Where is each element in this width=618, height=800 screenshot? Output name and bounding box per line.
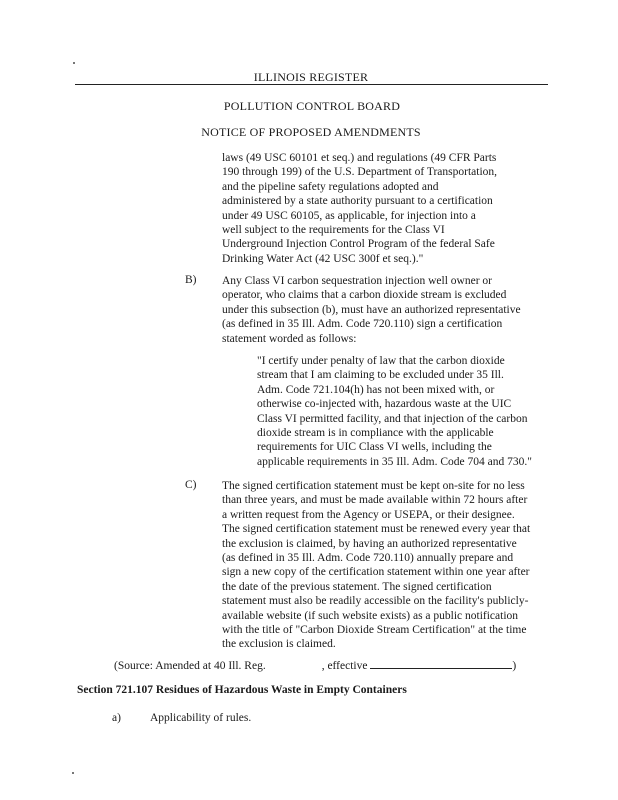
text-line: available website (if such website exists) as a public notification <box>222 609 519 622</box>
text-line: 190 through 199) of the U.S. Department of Transportation, <box>222 166 498 179</box>
text-line: Underground Injection Control Program of the federal Safe <box>222 238 495 251</box>
item-c-paragraph <box>222 479 530 652</box>
board-title: POLLUTION CONTROL BOARD <box>223 99 401 113</box>
register-title: ILLINOIS REGISTER <box>253 70 369 84</box>
text-line: Any Class VI carbon sequestration injection well owner or <box>222 275 492 287</box>
text-line: operator, who claims that a carbon dioxide stream is excluded <box>222 289 507 302</box>
item-b-paragraph <box>222 274 521 346</box>
item-a-marker: a) <box>112 712 121 724</box>
source-note <box>114 657 516 672</box>
text-line: "I certify under penalty of law that the carbon dioxide <box>257 355 505 367</box>
text-line: Adm. Code 721.104(h) has not been mixed with, or <box>257 383 495 396</box>
text-line: administered by a state authority pursuant to a certification <box>222 195 493 208</box>
text-line: stream that I am claiming to be excluded under 35 Ill. <box>257 369 504 382</box>
text-line: well subject to the requirements for the Class VI <box>222 224 445 237</box>
certification-quote <box>257 354 532 469</box>
text-line: under this subsection (b), must have an authorized representative <box>222 303 521 316</box>
item-c-marker: C) <box>185 479 197 491</box>
text-line: (as defined in 35 Ill. Adm. Code 720.110) annually prepare and <box>222 552 514 565</box>
text-line: dioxide stream is in compliance with the applicable <box>257 427 494 440</box>
text-line: the date of the previous statement. The signed certification <box>222 580 492 593</box>
section-heading: Section 721.107 Residues of Hazardous Waste in Empty Containers <box>77 684 407 696</box>
text-line: otherwise co-injected with, hazardous waste at the UIC <box>257 398 512 411</box>
text-line: a written request from the Agency or USEPA, or their designee. <box>222 508 515 521</box>
text-line: and the pipeline safety regulations adopted and <box>222 180 439 193</box>
text-line: statement worded as follows: <box>222 332 357 345</box>
effective-date-blank <box>370 657 512 669</box>
text-line: (as defined in 35 Ill. Adm. Code 720.110) sign a certification <box>222 318 503 331</box>
text-line: statement must also be readily accessible on the facility's publicly- <box>222 595 529 608</box>
continuation-paragraph <box>222 151 497 266</box>
notice-title: NOTICE OF PROPOSED AMENDMENTS <box>201 125 421 139</box>
scan-speck <box>73 62 75 64</box>
header-rule <box>75 84 548 85</box>
text-line: Drinking Water Act (42 USC 300f et seq.)." <box>222 252 424 265</box>
text-line: Class VI permitted facility, and that injection of the carbon <box>257 412 528 425</box>
text-line: sign a new copy of the certification statement within one year after <box>222 566 530 579</box>
text-line: the exclusion is claimed, by having an authorized representative <box>222 537 517 550</box>
item-a-text: Applicability of rules. <box>150 712 252 724</box>
source-suffix: ) <box>512 660 517 672</box>
source-effective: , effective <box>321 660 368 672</box>
text-line: The signed certification statement must be kept on-site for no less <box>222 480 525 492</box>
text-line: the exclusion is claimed. <box>222 638 336 651</box>
text-line: with the title of "Carbon Dioxide Stream Certification" at the time <box>222 624 527 637</box>
scan-speck <box>72 772 74 774</box>
text-line: than three years, and must be made available within 72 hours after <box>222 494 528 507</box>
item-b-marker: B) <box>185 274 197 286</box>
text-line: applicable requirements in 35 Ill. Adm. Code 704 and 730." <box>257 455 532 468</box>
text-line: under 49 USC 60105, as applicable, for injection into a <box>222 209 476 222</box>
text-line: The signed certification statement must be renewed every year that <box>222 523 531 536</box>
source-prefix: (Source: Amended at 40 Ill. Reg. <box>114 660 266 672</box>
text-line: requirements for UIC Class VI wells, including the <box>257 441 492 454</box>
text-line: laws (49 USC 60101 et seq.) and regulations (49 CFR Parts <box>222 152 497 164</box>
